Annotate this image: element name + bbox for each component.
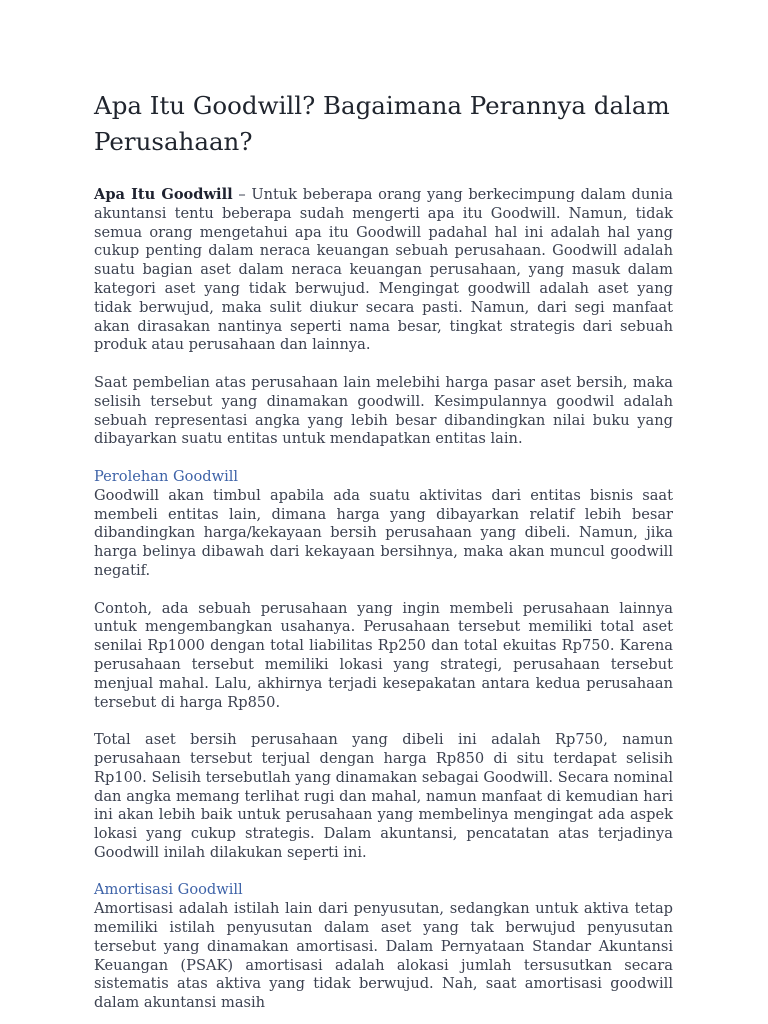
paragraph-perolehan-example: Contoh, ada sebuah perusahaan yang ingin membeli perusahaan lainnya untuk mengembangkan usahanya. Perusahaan tersebut memiliki total aset senilai Rp1000 dengan total liabilitas Rp250 dan total ekuitas Rp750. Karena perusahaan tersebut memiliki lokasi yang strategi, perusahaan tersebut menjual mahal. Lalu, akhirnya terjadi kesepakatan antara kedua perusahaan tersebut di harga Rp850. xyxy=(94,599,673,711)
intro-paragraph xyxy=(94,186,673,355)
article-body xyxy=(94,88,673,1013)
paragraph-perolehan-3: Total aset bersih perusahaan yang dibeli ini adalah Rp750, namun perusahaan tersebut terjual dengan harga Rp850 di situ terdapat selisih Rp100. Selisih tersebutlah yang dinamakan sebagai Goodwill. Secara nominal dan angka memang terlihat rugi dan mahal, namun manfaat di kemudian hari ini akan lebih baik untuk perusahaan yang membelinya mengingat ada aspek lokasi yang cukup strategis. Dalam akuntansi, pencatatan atas terjadinya Goodwill inilah dilakukan seperti ini. xyxy=(94,731,673,861)
intro-lead-term: Apa Itu Goodwill xyxy=(94,186,233,203)
intro-text: – Untuk beberapa orang yang berkecimpung dalam dunia akuntansi tentu beberapa sudah mengerti apa itu Goodwill. Namun, tidak semua orang mengetahui apa itu Goodwill padahal hal ini adalah hal yang cukup penting dalam neraca keuangan sebuah perusahaan. Goodwill adalah suatu bagian aset dalam neraca keuangan perusahaan, yang masuk dalam kategori aset yang tidak berwujud. Mengingat goodwill adalah aset yang tidak berwujud, maka sulit diukur secara pasti. Namun, dari segi manfaat akan dirasakan nantinya seperti nama besar, tingkat strategis dari sebuah produk atau perusahaan dan lainnya. xyxy=(94,186,673,354)
article-title: Apa Itu Goodwill? Bagaimana Perannya dalam Perusahaan? xyxy=(94,91,670,156)
paragraph-perolehan-1: Goodwill akan timbul apabila ada suatu aktivitas dari entitas bisnis saat membeli entitas lain, dimana harga yang dibayarkan relatif lebih besar dibandingkan harga/kekayaan bersih perusahaan yang dibeli. Namun, jika harga belinya dibawah dari kekayaan bersihnya, maka akan muncul goodwill negatif. xyxy=(94,486,673,579)
section-heading-amortisasi: Amortisasi Goodwill xyxy=(94,881,243,899)
paragraph-definition: Saat pembelian atas perusahaan lain melebihi harga pasar aset bersih, maka selisih tersebut yang dinamakan goodwill. Kesimpulannya goodwil adalah sebuah representasi angka yang lebih besar dibandingkan nilai buku yang dibayarkan suatu entitas untuk mendapatkan entitas lain. xyxy=(94,373,673,448)
section-heading-perolehan: Perolehan Goodwill xyxy=(94,467,239,485)
paragraph-amortisasi-1: Amortisasi adalah istilah lain dari penyusutan, sedangkan untuk aktiva tetap memiliki istilah penyusutan dalam aset yang tak berwujud penyusutan tersebut yang dinamakan amortisasi. Dalam Pernyataan Standar Akuntansi Keuangan (PSAK) amortisasi adalah alokasi jumlah tersusutkan secara sistematis atas aktiva yang tidak berwujud. Nah, saat amortisasi goodwill dalam akuntansi masih xyxy=(94,900,673,1012)
